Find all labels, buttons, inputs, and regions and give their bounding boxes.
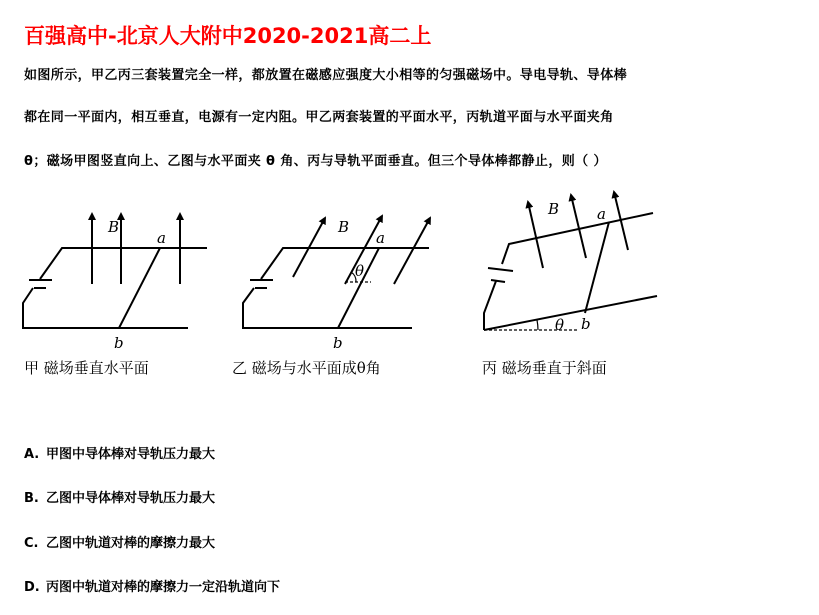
- option-b[interactable]: [24, 487, 215, 506]
- option-c[interactable]: [24, 532, 215, 551]
- bing-lower-rail: [484, 296, 657, 330]
- yi-rail-circuit: [243, 248, 429, 328]
- question-stem-line-1: 如图所示，甲乙丙三套装置完全一样，都放置在磁感应强度大小相等的匀强磁场中。导电导轨、导体棒: [24, 68, 628, 83]
- figure-bing: [484, 192, 657, 330]
- question-stem-line-2: 都在同一平面内，相互垂直，电源有一定内阻。甲乙两套装置的平面水平，丙轨道平面与水平面夹角: [24, 110, 614, 125]
- jia-label-b-field: B: [108, 218, 120, 236]
- option-a[interactable]: [24, 443, 215, 462]
- yi-label-b-field: B: [338, 218, 350, 236]
- jia-label-a: a: [157, 229, 166, 247]
- caption-jia: 甲 磁场垂直水平面: [24, 359, 149, 377]
- bing-label-b: b: [581, 315, 591, 333]
- option-c-text: 乙图中轨道对棒的摩擦力最大: [46, 536, 216, 551]
- bing-conductor-rod: [585, 222, 609, 313]
- option-a-letter: A.: [24, 447, 40, 462]
- figure-yi: [243, 216, 430, 328]
- bing-label-theta: θ: [555, 316, 565, 334]
- yi-label-a: a: [376, 229, 385, 247]
- option-c-letter: C.: [24, 536, 39, 551]
- option-d-letter: D.: [24, 580, 40, 595]
- bing-field-arrow-2: [571, 195, 586, 258]
- yi-label-theta: θ: [355, 262, 365, 280]
- option-a-text: 甲图中导体棒对导轨压力最大: [46, 447, 216, 462]
- bing-angle-arc: [537, 320, 538, 330]
- bing-label-b-field: B: [548, 200, 560, 218]
- page-title: 百强高中-北京人大附中2020-2021高二上: [24, 24, 432, 48]
- yi-label-b: b: [333, 334, 343, 352]
- question-stem-line-3: θ；磁场甲图竖直向上、乙图与水平面夹 θ 角、丙与导轨平面垂直。但三个导体棒都静止，则（ ）: [24, 154, 607, 169]
- caption-bing: 丙 磁场垂直于斜面: [482, 359, 607, 377]
- option-d[interactable]: [24, 576, 280, 595]
- caption-yi: 乙 磁场与水平面成θ角: [232, 359, 381, 377]
- yi-field-arrow-3: [394, 218, 430, 284]
- option-b-text: 乙图中导体棒对导轨压力最大: [46, 491, 216, 506]
- option-b-letter: B.: [24, 491, 39, 506]
- jia-conductor-rod: [119, 248, 160, 328]
- jia-label-b: b: [114, 334, 124, 352]
- bing-label-a: a: [597, 205, 606, 223]
- bing-battery-long: [488, 268, 513, 271]
- bing-field-arrow-1: [528, 202, 543, 268]
- option-d-text: 丙图中轨道对棒的摩擦力一定沿轨道向下: [46, 580, 281, 595]
- bing-battery-short: [491, 280, 505, 282]
